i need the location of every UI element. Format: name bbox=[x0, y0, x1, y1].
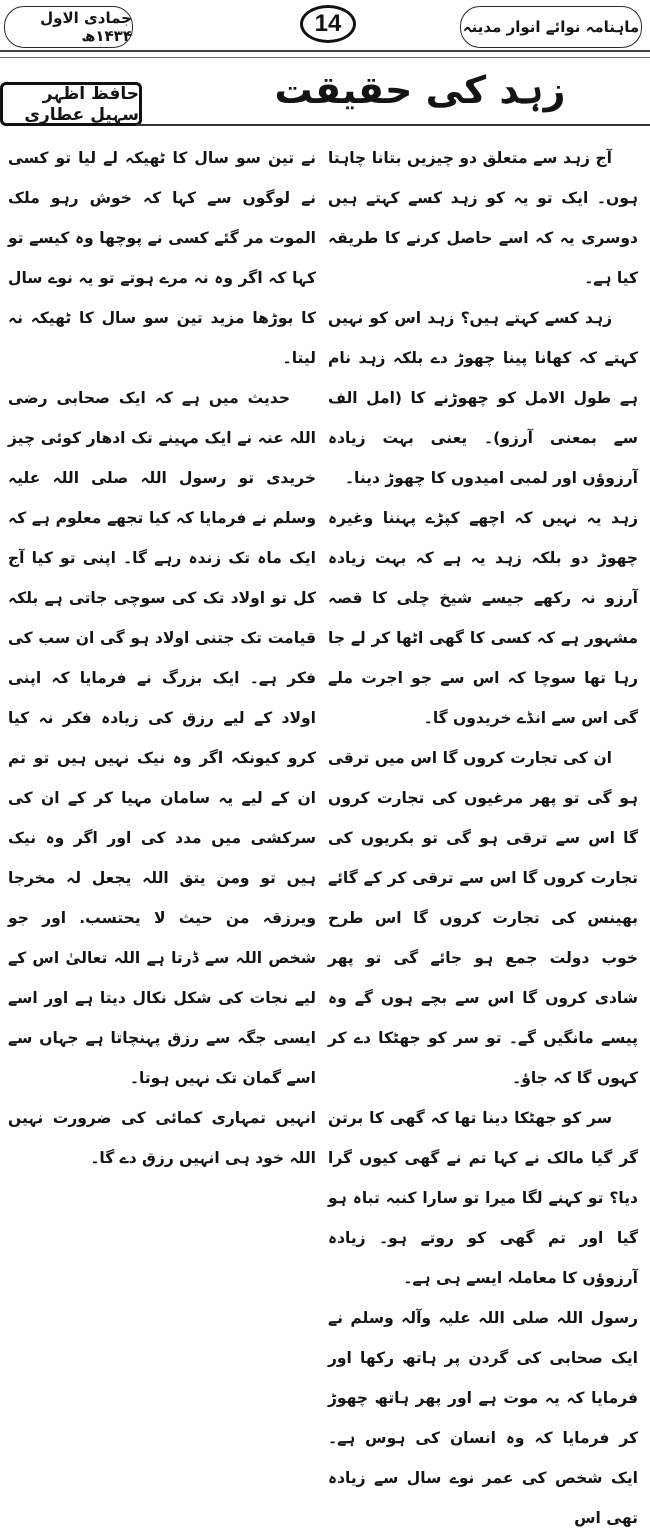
author-name: حافظ اظہر سہیل عطاری bbox=[24, 84, 139, 125]
paragraph: سر کو جھٹکا دینا تھا کہ گھی کا برتن گر گیا مالک نے کہا تم نے گھی کیوں گرا دیا؟ تو کہنے لگا میرا تو سارا کنبہ تباہ ہو گیا اور تم گھی کو روتے ہو۔ زیادہ آرزوؤں کا معاملہ ایسے ہی ہے۔ bbox=[328, 1109, 638, 1287]
author-box bbox=[0, 82, 142, 126]
page-number-badge bbox=[300, 5, 356, 43]
page-number: 14 bbox=[314, 10, 342, 37]
issue-date-badge bbox=[4, 6, 133, 48]
paragraph: زہد یہ نہیں کہ اچھے کپڑے پہننا وغیرہ چھوڑ دو بلکہ زہد یہ ہے کہ بہت زیادہ آرزو نہ رکھے جیسے شیخ چلی کا قصہ مشہور ہے کہ کسی کا گھی اٹھا کر لے جا رہا تھا سوچا کہ اس سے جو اجرت ملے گی اس سے انڈے خریدوں گا۔ bbox=[328, 509, 638, 727]
paragraph: زہد کسے کہتے ہیں؟ زہد اس کو نہیں کہتے کہ کھانا پینا چھوڑ دے بلکہ زہد نام ہے طول الامل کو چھوڑنے کا (امل الف سے بمعنی آرزو)۔ یعنی بہت زیادہ آرزوؤں اور لمبی امیدوں کا چھوڑ دینا۔ bbox=[328, 309, 638, 487]
paragraph: ان کی تجارت کروں گا اس میں ترقی ہو گی تو پھر مرغیوں کی تجارت کروں گا اس سے ترقی ہو گی تو بکریوں کی تجارت کروں گا اس سے ترقی کر کے گائے بھینس کی تجارت کروں گا اس طرح خوب دولت جمع ہو جائے گی تو پھر شادی کروں گا اس سے بچے ہوں گے وہ پیسے مانگیں گے۔ تو سر کو جھٹکا دے کر کہوں گا کہ جاؤ۔ bbox=[328, 749, 638, 1087]
article-title: زہد کی حقیقت bbox=[274, 68, 566, 112]
article-column-right bbox=[328, 138, 638, 1538]
title-row bbox=[0, 62, 650, 124]
paragraph: حدیث میں ہے کہ ایک صحابی رضی اللہ عنہ نے ایک مہینے تک ادھار کوئی چیز خریدی تو رسول اللہ صلی اللہ علیہ وسلم نے فرمایا کہ کیا تجھے معلوم ہے کہ ایک ماہ تک زندہ رہے گا۔ اپنی تو کیا آج کل تو اولاد تک کی سوچی جاتی ہے بلکہ قیامت تک جتنی اولاد ہو گی ان سب کی فکر ہے۔ ایک بزرگ نے فرمایا کہ اپنی اولاد کے لیے رزق کی زیادہ فکر نہ کیا کرو کیونکہ اگر وہ نیک نہیں ہیں تو تم ان کے لیے یہ سامان مہیا کر کے ان کی سرکشی میں مدد کی اور اگر وہ نیک ہیں تو ومن یتق اللہ یجعل لہ مخرجا ویرزقہ من حیث لا یحتسب. اور جو شخص اللہ سے ڈرتا ہے اللہ تعالیٰ اس کے لیے نجات کی شکل نکال دیتا ہے اور اسے ایسی جگہ سے رزق پہنچاتا ہے جہاں سے اسے گمان تک نہیں ہوتا۔ bbox=[8, 389, 316, 1087]
magazine-name: ماہنامہ نوائے انوار مدینہ bbox=[462, 18, 640, 36]
title-divider bbox=[136, 124, 650, 126]
paragraph: نے تین سو سال کا ٹھیکہ لے لیا تو کسی نے لوگوں سے کہا کہ خوش رہو ملک الموت مر گئے کسی نے پوچھا وہ کیسے تو کہا کہ اگر وہ نہ مرے ہوتے تو یہ نوے سال کا بوڑھا مزید تین سو سال کا ٹھیکہ نہ لیتا۔ bbox=[8, 149, 316, 367]
magazine-name-badge bbox=[460, 6, 642, 48]
paragraph: رسول اللہ صلی اللہ علیہ وآلہ وسلم نے ایک صحابی کی گردن پر ہاتھ رکھا اور فرمایا کہ یہ موت ہے اور پھر ہاتھ چھوڑ کر فرمایا کہ وہ انسان کی ہوس ہے۔ ایک شخص کی عمر نوے سال سے زیادہ تھی اس bbox=[328, 1309, 638, 1527]
paragraph: انہیں تمہاری کمائی کی ضرورت نہیں اللہ خود ہی انہیں رزق دے گا۔ bbox=[8, 1109, 316, 1167]
issue-date: جمادی الاول ۱۴۳۴ھ bbox=[40, 9, 132, 45]
paragraph: آج زہد سے متعلق دو چیزیں بتانا چاہتا ہوں۔ ایک تو یہ کو زہد کسے کہتے ہیں دوسری یہ کہ اسے حاصل کرنے کا طریقہ کیا ہے۔ bbox=[328, 149, 638, 287]
header-divider bbox=[0, 50, 650, 58]
article-column-left bbox=[8, 138, 316, 1178]
